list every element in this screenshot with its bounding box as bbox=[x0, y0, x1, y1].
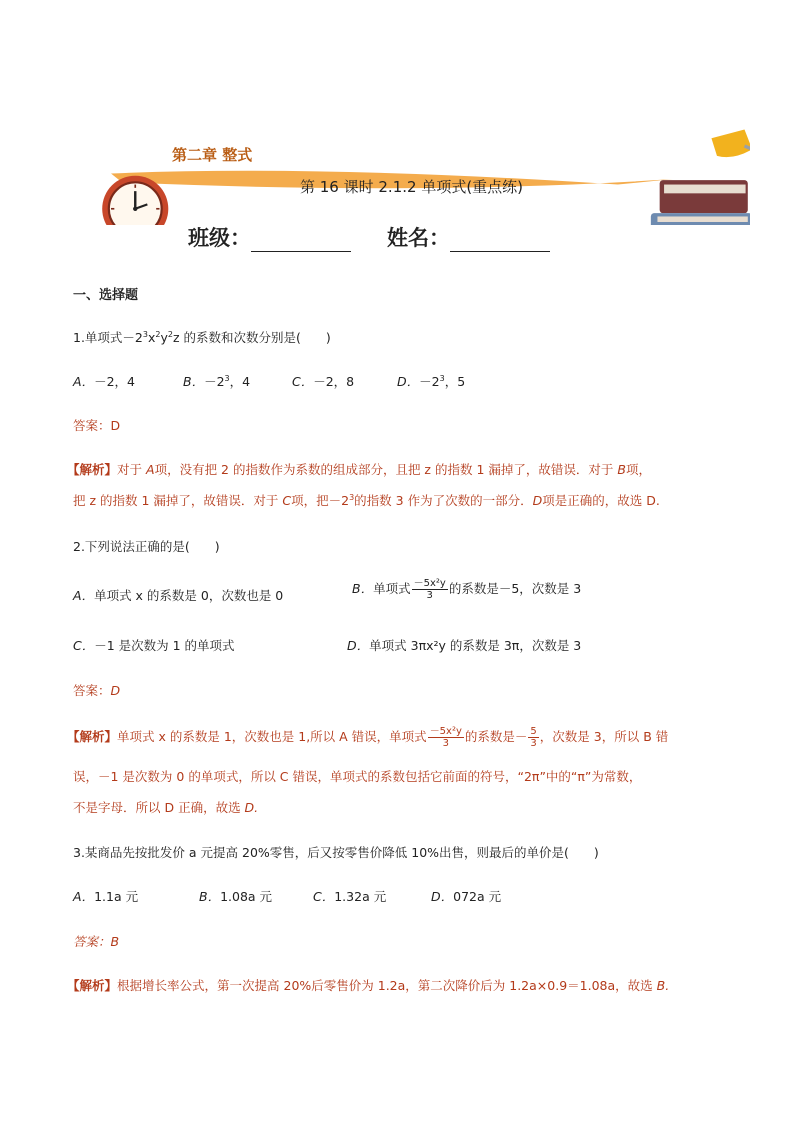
q2-option-d: D．单项式 3πx²y 的系数是 3π，次数是 3 bbox=[347, 638, 582, 653]
name-blank[interactable] bbox=[450, 229, 550, 252]
q1-option-a: A．－2，4 bbox=[73, 374, 135, 389]
books-icon bbox=[651, 180, 750, 225]
q1-option-d: D．$-2^3$，5 bbox=[397, 373, 466, 389]
name-label: 姓名： bbox=[387, 226, 450, 250]
chapter-title: 第二章 整式 bbox=[172, 146, 253, 164]
q2-analysis-line2: 误，－1 是次数为 0 的单项式，所以 C 错误，单项式的系数包括它前面的符号，“2π”中的“π”为常数， bbox=[73, 769, 642, 784]
q3-option-c: C．1.32a 元 bbox=[313, 889, 387, 904]
q2-option-c: C．－1 是次数为 1 的单项式 bbox=[73, 638, 235, 653]
q2-answer: 答案：D bbox=[73, 683, 121, 698]
lesson-title: 第 16 课时 2.1.2 单项式(重点练) bbox=[300, 178, 524, 196]
q3-stem: 3.某商品先按批发价 a 元提高 20%零售，后又按零售价降低 10%出售，则最后的单价是( ) bbox=[73, 845, 599, 860]
q3-option-b: B．1.08a 元 bbox=[199, 889, 273, 904]
q2-analysis-line1: 【解析】单项式 x 的系数是 1，次数也是 1,所以 A 错误，单项式 $\frac{\text{－5x²y}}{3}$ 的系数是－ $\frac{5}{3}$ ，次数是 3，所以 B 错 bbox=[67, 726, 669, 749]
q3-analysis: 【解析】根据增长率公式，第一次提高 20%后零售价为 1.2a，第二次降价后为 1.2a×0.9＝1.08a，故选 B. bbox=[67, 978, 670, 993]
class-label: 班级： bbox=[188, 226, 251, 250]
q1-analysis-line2: 把 z 的指数 1 漏掉了，故错误．对于 C项，把$-2^3$的指数 3 作为了次数的一部分．D项是正确的，故选 D. bbox=[73, 492, 660, 508]
q1-option-c: C．－2，8 bbox=[292, 374, 355, 389]
class-blank[interactable] bbox=[251, 229, 351, 252]
q2-option-b: B．单项式 $\frac{\text{－5x²y}}{3}$ 的系数是－5，次数是 3 bbox=[352, 578, 582, 601]
student-info-row bbox=[188, 222, 586, 252]
section-title: 一、选择题 bbox=[73, 288, 139, 303]
q3-option-d: D．072a 元 bbox=[431, 889, 502, 904]
q1-stem: 1.单项式$-2^3x^2y^2z$ 的系数和次数分别是( ) bbox=[73, 329, 331, 345]
q3-option-a: A．1.1a 元 bbox=[73, 889, 139, 904]
q1-analysis-line1: 【解析】对于 A项，没有把 2 的指数作为系数的组成部分，且把 z 的指数 1 漏掉了，故错误．对于 B项， bbox=[67, 462, 651, 477]
q1-answer: 答案：D bbox=[73, 418, 121, 433]
q2-analysis-fraction2: $\frac{5}{3}$ bbox=[530, 726, 537, 749]
q1-option-b: B．$-2^3$，4 bbox=[183, 373, 251, 389]
q2-option-b-fraction: $\frac{\text{－5x²y}}{3}$ bbox=[413, 578, 446, 601]
q2-analysis-line3: 不是字母．所以 D 正确，故选 D. bbox=[73, 800, 259, 815]
q2-option-a: A．单项式 x 的系数是 0，次数也是 0 bbox=[73, 588, 284, 603]
q2-stem: 2.下列说法正确的是( ) bbox=[73, 539, 220, 554]
q3-answer: 答案：B bbox=[73, 934, 120, 949]
q2-analysis-fraction1: $\frac{\text{－5x²y}}{3}$ bbox=[429, 726, 462, 749]
